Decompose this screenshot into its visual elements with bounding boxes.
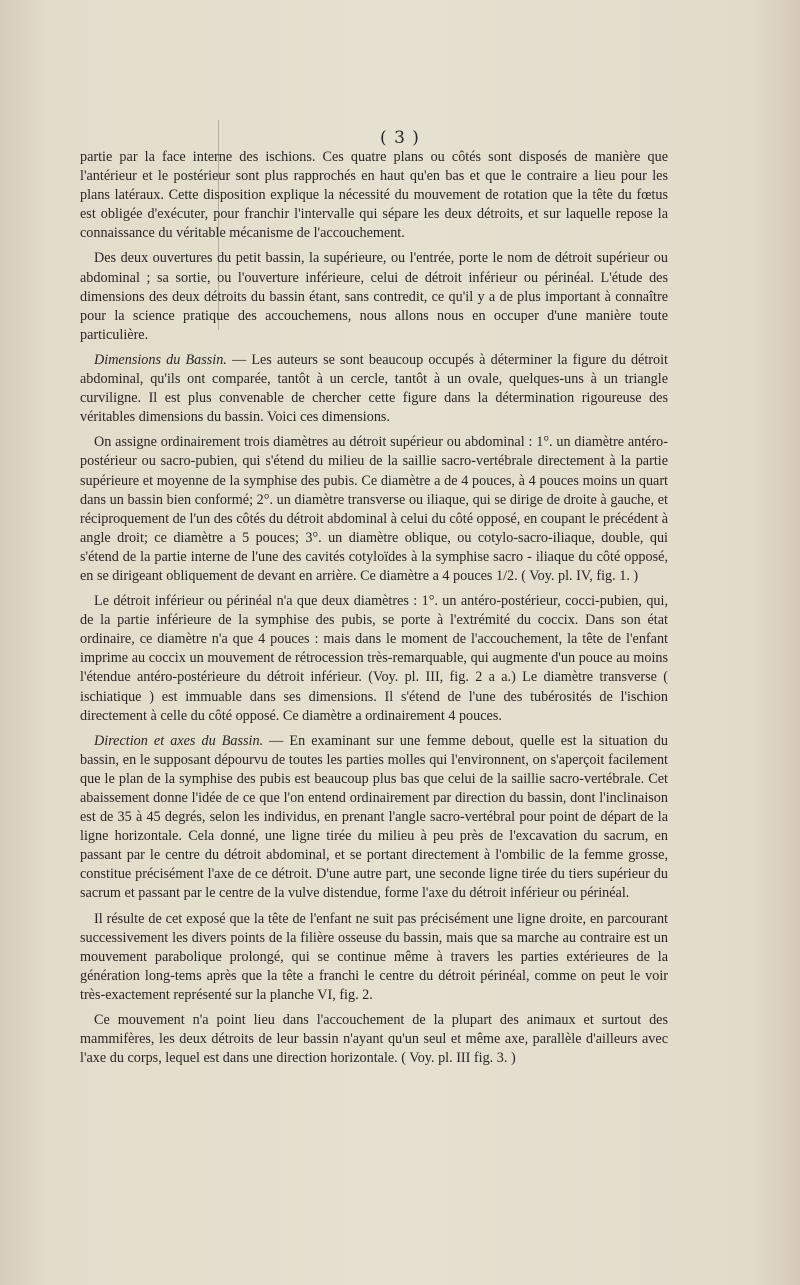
paragraph-1: partie par la face interne des ischions. Ces quatre plans ou côtés sont disposés de manière que l'antérieur et le postérieur sont plus rapprochés en haut qu'en bas et que le contraire a lieu pour les plans latéraux. Cette disposition explique la nécessité du mouvement de rotation que la tête du fœtus est obligée d'exécuter, pour franchir l'intervalle qui sépare les deux détroits, et sur laquelle repose la connaissance du véritable mécanisme de l'accouchement. [80, 149, 668, 242]
paragraph-6-text: — En examinant sur une femme debout, quelle est la situation du bassin, en le supposant dépourvu de toutes les parties molles qui l'environnent, on s'aperçoit facilement que le plan de la symphise des pubis est beaucoup plus bas que celui de la saillie sacro-vertébrale. Cet abaissement donne l'idée de ce que l'on entend ordinairement par direction du bassin, dont l'inclinaison est de 35 à 45 degrés, selon les individus, en prenant l'angle sacro-vertébral pour point de départ de la ligne horizontale. Cela donné, une ligne tirée du milieu à peu près de l'excavation du sacrum, en passant par le centre du détroit abdominal, et se portant directement à l'ombilic de la femme grosse, constitue précisément l'axe de ce détroit. D'une autre part, une seconde ligne tirée du tiers supérieur du sacrum et passant par le centre de la vulve distendue, forme l'axe du détroit inférieur ou périnéal. [80, 732, 668, 902]
page-number: ( 3 ) [380, 128, 420, 148]
paragraph-7: Il résulte de cet exposé que la tête de l'enfant ne suit pas précisément une ligne droite, en parcourant successivement les divers points de la filière osseuse du bassin, mais que sa marche au contraire est un mouvement parabolique prolongé, qui se continue même à travers les parties extérieures de la génération long-tems après que la tête a franchi le centre du détroit périnéal, comme on peut le voir très-exactement représenté sur la planche VI, fig. 2. [80, 910, 668, 1003]
section-heading-direction: Direction et axes du Bassin. [94, 732, 264, 749]
paragraph-4: On assigne ordinairement trois diamètres au détroit supérieur ou abdominal : 1°. un diamètre antéro-postérieur ou sacro-pubien, qui s'étend du milieu de la saillie sacro-vertébrale directement à la partie supérieure et moyenne de la symphise des pubis. Ce diamètre a de 4 pouces, à 4 pouces moins un quart dans un bassin bien conformé; 2°. un diamètre transverse ou iliaque, qui se dirige de droite à gauche, et réciproquement de l'un des côtés du détroit abdominal à celui du côté opposé, en coupant le précédent à angle droit; ce diamètre a 5 pouces; 3°. un diamètre oblique, ou cotylo-sacro-iliaque, double, qui s'étend de la partie interne de l'une des cavités cotyloïdes à la symphise sacro - iliaque du côté opposé, en se dirigeant obliquement de devant en arrière. Ce diamètre a 4 pouces 1/2. ( Voy. pl. IV, fig. 1. ) [80, 434, 668, 584]
paragraph-3-text: — Les auteurs se sont beaucoup occupés à déterminer la figure du détroit abdominal, qu'ils ont comparée, tantôt à un cercle, tantôt à un ovale, quelques-uns à un triangle curviligne. Il est plus convenable de chercher cette figure dans la détermination rigoureuse des véritables dimensions du bassin. Voici ces dimensions. [80, 351, 668, 426]
paragraph-8: Ce mouvement n'a point lieu dans l'accouchement de la plupart des animaux et surtout des mammifères, les deux détroits de leur bassin n'ayant qu'un seul et même axe, parallèle d'ailleurs avec l'axe du corps, lequel est dans une direction horizontale. ( Voy. pl. III fig. 3. ) [80, 1012, 668, 1067]
paragraph-6 [80, 732, 668, 904]
body-text [80, 148, 668, 1074]
paragraph-5: Le détroit inférieur ou périnéal n'a que deux diamètres : 1°. un antéro-postérieur, cocci-pubien, qui, de la partie inférieure de la symphise des pubis, se porte à l'extrémité du coccix. Dans son état ordinaire, ce diamètre n'a que 4 pouces : mais dans le moment de l'accouchement, la tête de l'enfant imprime au coccix un mouvement de rétrocession très-remarquable, qui augmente d'un pouce au moins l'étendue antéro-postérieure du détroit inférieur. (Voy. pl. III, fig. 2 a a.) Le diamètre transverse ( ischiatique ) est immuable dans ses dimensions. Il s'étend de l'une des tubérosités de l'ischion directement à celle du côté opposé. Ce diamètre a ordinairement 4 pouces. [80, 593, 668, 724]
section-heading-dimensions: Dimensions du Bassin. [94, 351, 227, 368]
paragraph-3 [80, 351, 668, 427]
paragraph-2: Des deux ouvertures du petit bassin, la supérieure, ou l'entrée, porte le nom de détroit supérieur ou abdominal ; sa sortie, ou l'ouverture inférieure, celui de détroit inférieur ou périnéal. L'étude des dimensions des deux détroits du bassin étant, sans contredit, ce qu'il y a de plus important à connaître pour la science pratique des accouchemens, nous allons nous en occuper d'une manière toute particulière. [80, 250, 668, 343]
